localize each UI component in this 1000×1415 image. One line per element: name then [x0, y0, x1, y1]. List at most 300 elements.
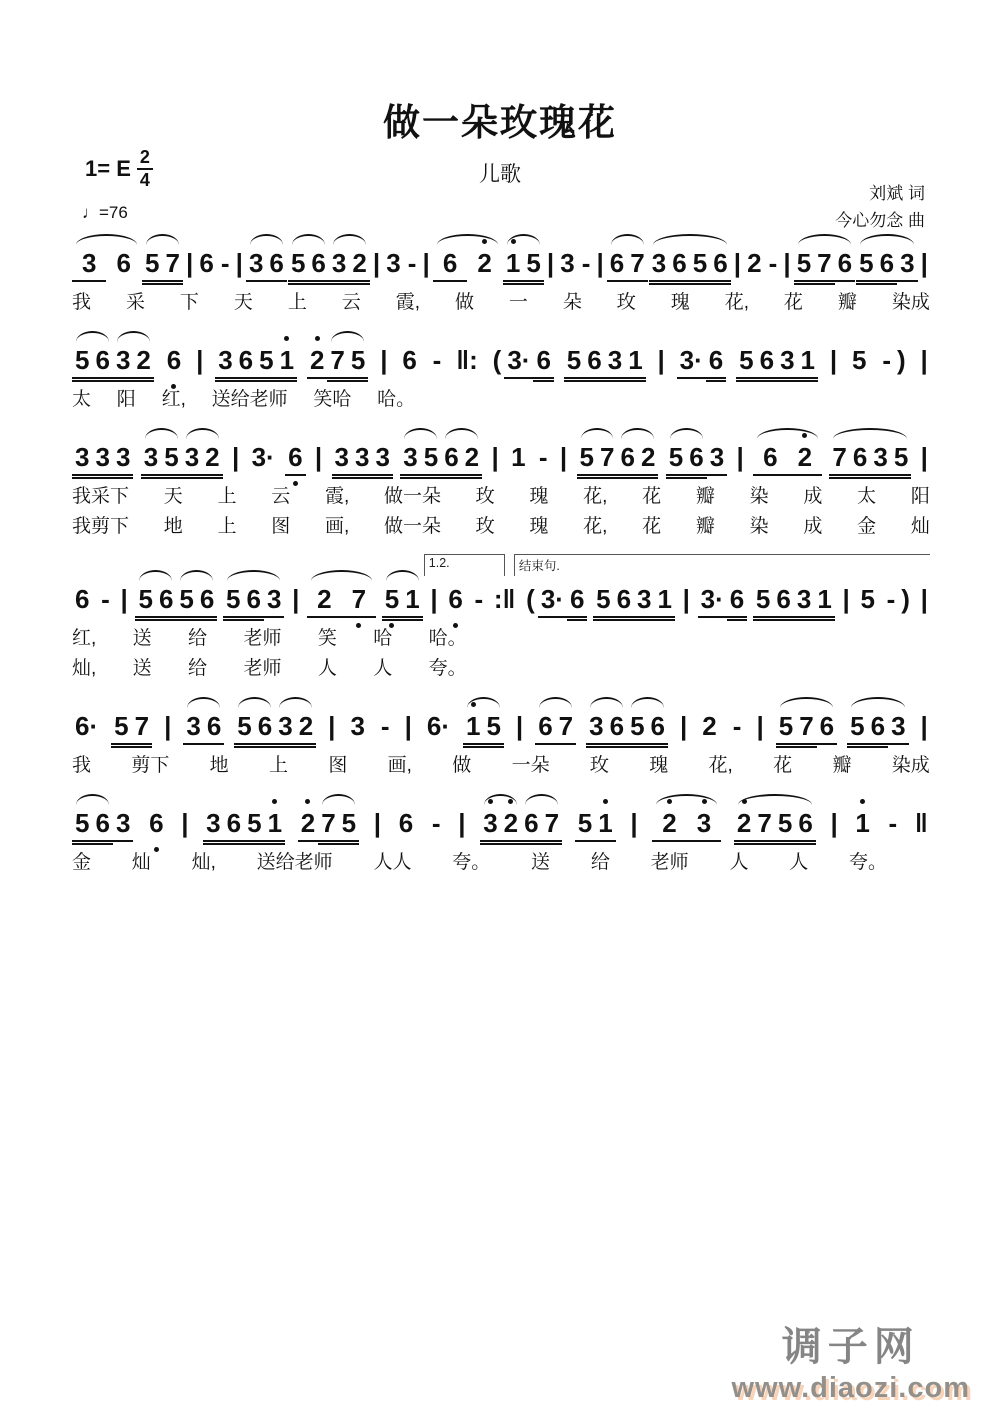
beat-group: [378, 710, 393, 743]
lyrics-row: [72, 654, 467, 684]
lyric-syllable: 做: [454, 292, 474, 313]
note: 6·: [75, 711, 99, 741]
credit-lyricist: 刘斌 词: [869, 184, 925, 203]
note: 5: [142, 247, 162, 282]
note: 5: [776, 710, 796, 745]
note: -: [888, 808, 898, 838]
note-group: [857, 583, 877, 616]
octave-dot-high: [802, 433, 807, 438]
note-group: [471, 583, 486, 616]
lyric-syllable: 夸。: [428, 658, 467, 679]
barline: |: [630, 808, 638, 838]
credit-composer: 今心勿念 曲: [835, 211, 925, 230]
beat-group: [146, 807, 166, 840]
lyric-syllable: 给: [188, 628, 208, 649]
note: 3·: [698, 583, 727, 618]
music-line: [72, 329, 930, 415]
lyric-syllable: 老师: [243, 658, 282, 679]
note: -: [220, 248, 230, 278]
note: -: [432, 345, 442, 375]
octave-dot-high: [305, 799, 310, 804]
note: 5: [111, 710, 131, 745]
watermark-site-url: www.diaozi.com: [731, 1372, 970, 1404]
note: 5: [575, 807, 595, 842]
lyric-syllable: 哈。: [428, 628, 467, 649]
note: 7: [754, 807, 774, 842]
lyric-syllable: 哈。: [377, 389, 416, 410]
beat-group: [98, 583, 113, 616]
beat-group: [433, 247, 502, 282]
note-group: [332, 441, 393, 476]
note-group: [249, 441, 278, 474]
lyric-syllable: 染成: [891, 755, 930, 776]
note: 6: [706, 344, 726, 379]
note: 2: [652, 807, 686, 842]
note: 7: [162, 247, 182, 282]
note-group: [575, 807, 616, 842]
barline: |: [783, 248, 791, 278]
beat-group: [72, 344, 154, 379]
note-group: [72, 710, 101, 743]
octave-dot-high: [860, 799, 865, 804]
note-group: [579, 247, 594, 280]
note: 3: [329, 247, 349, 282]
barline: |: [920, 584, 928, 614]
lyric-syllable: 送: [132, 628, 152, 649]
note: 6: [75, 584, 90, 614]
barline: ‖: [914, 808, 928, 838]
note: 6: [614, 583, 634, 618]
barline: |: [920, 248, 928, 278]
note: 6: [92, 344, 112, 379]
lyrics-row: [72, 288, 930, 318]
slur-group: [135, 583, 176, 618]
note: 3: [203, 807, 223, 842]
beat-group: [849, 344, 869, 377]
lyric-syllable: 图: [271, 516, 291, 537]
note-group: [536, 441, 551, 474]
beat-group: [847, 710, 908, 745]
note-group: [884, 583, 913, 616]
beat-group: [183, 710, 224, 745]
slur-group: [72, 247, 141, 282]
note: 5: [593, 583, 613, 618]
slur-group: [72, 344, 113, 379]
barline: |: [164, 711, 172, 741]
note: 5: [223, 583, 243, 618]
note: 1: [655, 583, 675, 618]
barline: |: [328, 711, 336, 741]
note: 6: [567, 583, 587, 618]
barline: |: [186, 248, 194, 278]
note: 3: [264, 583, 284, 618]
note: 6: [164, 344, 184, 377]
note: 3: [586, 710, 606, 745]
lyric-syllable: 做一朵: [383, 486, 441, 507]
note-group: [879, 344, 908, 377]
note: 6: [156, 583, 176, 618]
lyric-syllable: 成: [803, 486, 823, 507]
beat-group: [776, 710, 837, 745]
note: 2: [349, 247, 369, 282]
lyric-syllable: 阳: [910, 486, 930, 507]
note: 3: [183, 710, 203, 745]
lyric-syllable: 哈: [373, 628, 393, 649]
note: 3: [246, 247, 266, 282]
beat-group: [218, 247, 233, 280]
beat-group: [593, 583, 675, 618]
lyric-syllable: 给: [590, 852, 610, 873]
barline: |: [181, 808, 189, 838]
note: 6: [607, 247, 627, 282]
note: 6: [617, 441, 637, 476]
beat-group: [429, 807, 444, 840]
note: 3: [605, 344, 625, 379]
slur-group: [72, 807, 113, 842]
barline: |: [546, 248, 555, 278]
octave-dot-high: [511, 239, 516, 244]
lyric-syllable: 图: [328, 755, 348, 776]
beat-group: [72, 583, 92, 616]
octave-dot-high: [702, 799, 707, 804]
note: 6: [433, 247, 467, 282]
beat-group: [857, 583, 877, 616]
note: 6: [757, 344, 777, 379]
note: 3: [92, 441, 112, 476]
barline: |: [235, 248, 243, 278]
lyric-syllable: 花,: [708, 755, 733, 776]
lyric-syllable: 上: [217, 486, 237, 507]
slur-group: [234, 710, 275, 745]
beat-group: [536, 441, 551, 474]
note-group: [445, 583, 465, 616]
note: 6: [255, 710, 275, 745]
note: 5: [483, 710, 503, 745]
lyric-syllable: 人: [317, 658, 337, 679]
octave-dot-high: [603, 799, 608, 804]
note: 3: [72, 247, 106, 282]
note-group: [698, 583, 748, 618]
note: 6: [308, 247, 328, 282]
note-group: [490, 344, 554, 379]
beat-group: [424, 710, 453, 743]
note-group: [203, 807, 285, 842]
lyric-syllable: 花,: [583, 516, 608, 537]
beat-group: [307, 583, 376, 618]
octave-dot-high: [742, 799, 747, 804]
slur-group: [382, 583, 423, 618]
lyric-syllable: 一朵: [511, 755, 550, 776]
barline: |: [830, 808, 838, 838]
beat-group: [298, 807, 359, 842]
note: 1: [625, 344, 645, 379]
lyric-syllable: 我: [72, 755, 92, 776]
beat-group: [285, 441, 305, 476]
barline: |: [314, 442, 323, 472]
lyric-syllable: 画,: [387, 755, 412, 776]
lyric-syllable: 花: [642, 516, 662, 537]
beat-group: [884, 583, 913, 616]
barline: |: [292, 584, 300, 614]
note: 3: [72, 441, 92, 476]
lyric-syllable: 做一朵: [383, 516, 441, 537]
note: 7: [796, 710, 816, 745]
octave-dot-low: [154, 847, 159, 852]
lyric-syllable: 采: [125, 292, 145, 313]
note-group: [736, 344, 818, 379]
music-line: [72, 426, 930, 542]
note-group: [852, 807, 872, 840]
note: 6: [224, 807, 244, 842]
note: 7: [542, 807, 562, 842]
note: 3: [372, 441, 392, 476]
beat-group: [753, 441, 822, 476]
lyric-syllable: 玫: [616, 292, 636, 313]
note: 3: [888, 710, 908, 745]
watermark-site-name: 调子网: [781, 1325, 920, 1369]
note: 1: [277, 344, 297, 379]
note-group: [593, 583, 675, 618]
score: [72, 232, 930, 889]
lyric-syllable: 染: [749, 516, 769, 537]
slur-group: [141, 441, 182, 476]
barline: |: [515, 711, 524, 741]
beat-group: [886, 807, 901, 840]
note: 5: [244, 807, 264, 842]
lyric-syllable: 老师: [650, 852, 689, 873]
note: 2: [296, 710, 316, 745]
note: 3: [141, 441, 161, 476]
beat-group: [382, 583, 423, 618]
beat-group: [141, 441, 223, 476]
note: 5: [523, 247, 543, 282]
slur-group: [734, 807, 816, 842]
note: -: [581, 248, 591, 278]
beat-group: [652, 807, 721, 842]
lyric-syllable: 送: [132, 658, 152, 679]
beat-group: [196, 247, 216, 280]
note: 3·: [677, 344, 706, 379]
tempo-note-icon: ♩: [82, 203, 99, 222]
barline: |: [657, 345, 665, 375]
note: 6: [850, 441, 870, 476]
note: 6: [521, 807, 541, 842]
note: 2: [202, 441, 222, 476]
lyric-syllable: 朵: [562, 292, 582, 313]
note: 2: [307, 583, 341, 618]
lyric-syllable: 花: [773, 755, 793, 776]
note-group: [849, 344, 869, 377]
key-signature: [85, 148, 153, 190]
lyric-syllable: 地: [209, 755, 229, 776]
page-title: 做一朵玫瑰花: [383, 102, 617, 143]
note: 3·: [251, 442, 275, 472]
note: 6: [817, 710, 837, 745]
note-group: [146, 807, 166, 840]
octave-dot-high: [482, 239, 487, 244]
lyric-syllable: 下: [179, 292, 199, 313]
lyric-syllable: 瓣: [695, 486, 715, 507]
slur-group: [176, 583, 217, 618]
lyric-syllable: 送给老师: [256, 852, 333, 873]
note-group: [196, 247, 216, 280]
note: 3: [777, 344, 797, 379]
lyric-syllable: 灿,: [72, 658, 97, 679]
barline: |: [120, 584, 128, 614]
note-group: [72, 441, 133, 476]
note: 6: [773, 583, 793, 618]
barline: |: [682, 584, 690, 614]
note: 7: [597, 441, 617, 476]
slur-group: [607, 247, 648, 282]
beat-group: [879, 344, 908, 377]
lyric-syllable: 给: [188, 658, 208, 679]
beat-group: [445, 583, 465, 616]
note: -: [732, 711, 742, 741]
note: 6: [402, 345, 417, 375]
note: 3·: [504, 344, 533, 379]
lyrics-row: [72, 482, 930, 512]
octave-dot-high: [272, 799, 277, 804]
lyrics-row: [72, 624, 467, 654]
note: 5: [348, 344, 368, 379]
slur-group: [288, 247, 329, 282]
slur-group: [586, 710, 627, 745]
lyric-syllable: 一: [508, 292, 528, 313]
lyric-syllable: 成: [803, 516, 823, 537]
slur-group: [577, 441, 618, 476]
barline: |: [680, 711, 688, 741]
lyric-syllable: 玫: [589, 755, 609, 776]
note: 3: [113, 441, 133, 476]
slur-group: [480, 807, 521, 842]
note: 5: [564, 344, 584, 379]
barline: |: [458, 808, 466, 838]
lyric-syllable: 上: [287, 292, 307, 313]
slur-group: [847, 710, 908, 745]
beat-group: [523, 583, 587, 618]
note: -: [474, 584, 484, 614]
lyric-syllable: 太: [72, 389, 92, 410]
lyric-syllable: 金: [857, 516, 877, 537]
lyric-syllable: 瑰: [649, 755, 669, 776]
lyric-syllable: 花,: [583, 486, 608, 507]
barline: |: [920, 442, 928, 472]
beat-group: [249, 441, 278, 474]
note: 5: [135, 583, 155, 618]
note: -: [431, 808, 441, 838]
beat-group: [72, 247, 141, 282]
slur-group: [327, 344, 368, 379]
note: 6: [533, 344, 553, 379]
slur-group: [829, 441, 911, 476]
note-group: [218, 247, 233, 280]
lyric-syllable: 我采下: [72, 486, 130, 507]
note: 6: [92, 807, 112, 842]
slur-group: [463, 710, 504, 745]
beat-group: [490, 344, 554, 379]
note: 2: [467, 247, 501, 282]
barline: |: [404, 711, 412, 741]
beat-group: [72, 807, 133, 842]
octave-dot-high: [471, 702, 476, 707]
note: 5: [856, 247, 876, 282]
beat-group: [557, 247, 577, 280]
note-group: [430, 344, 445, 377]
slur-group: [307, 583, 376, 618]
note: 5: [690, 247, 710, 282]
note: 3: [352, 441, 372, 476]
note: 1: [814, 583, 834, 618]
note: (: [492, 345, 502, 375]
beat-group: [203, 807, 285, 842]
credits: [835, 180, 925, 234]
note: 5: [627, 710, 647, 745]
lyric-syllable: 天: [163, 486, 183, 507]
lyric-syllable: 我剪下: [72, 516, 130, 537]
song-subtitle: 儿歌: [479, 163, 521, 186]
slur-group: [182, 441, 223, 476]
note: 6: [795, 807, 815, 842]
beat-group: [744, 247, 764, 280]
note: 3: [649, 247, 669, 282]
beat-group: [399, 344, 419, 377]
note-group: [699, 710, 719, 743]
lyric-syllable: 送给老师: [211, 389, 288, 410]
note: 2: [788, 441, 822, 476]
lyric-syllable: 夸。: [452, 852, 491, 873]
note-group: [564, 344, 646, 379]
note: 6: [868, 710, 888, 745]
beat-group: [405, 247, 420, 280]
note: 2: [462, 441, 482, 476]
note: 6: [584, 344, 604, 379]
beat-group: [852, 807, 872, 840]
barline: |: [920, 345, 928, 375]
note: 3: [332, 441, 352, 476]
note: 3: [275, 710, 295, 745]
note: 6: [398, 808, 414, 838]
slur-group: [521, 807, 562, 842]
note: 6: [648, 710, 668, 745]
note-group: [886, 807, 901, 840]
octave-dot-low: [293, 481, 298, 486]
note: 6: [669, 247, 689, 282]
note: -: [101, 584, 110, 614]
note: 7: [556, 710, 576, 745]
beat-group: [666, 441, 727, 476]
slur-group: [617, 441, 658, 476]
note: 6: [285, 441, 305, 476]
lyric-syllable: 瑰: [670, 292, 690, 313]
lyric-syllable: 笑: [317, 628, 337, 649]
note-group: [744, 247, 764, 280]
lyric-syllable: 玫: [475, 486, 495, 507]
beat-group: [111, 710, 152, 745]
lyric-syllable: 花: [642, 486, 662, 507]
note: 5: [72, 807, 92, 842]
lyrics-row: [72, 848, 887, 878]
octave-dot-high: [284, 336, 289, 341]
note: 5: [421, 441, 441, 476]
tempo-value: =76: [99, 203, 128, 222]
beat-group: [577, 441, 659, 476]
note-group: [707, 441, 727, 476]
slur-group: [856, 247, 917, 282]
note: 6: [199, 248, 214, 278]
beat-group: [699, 710, 719, 743]
beat-group: [383, 247, 403, 280]
